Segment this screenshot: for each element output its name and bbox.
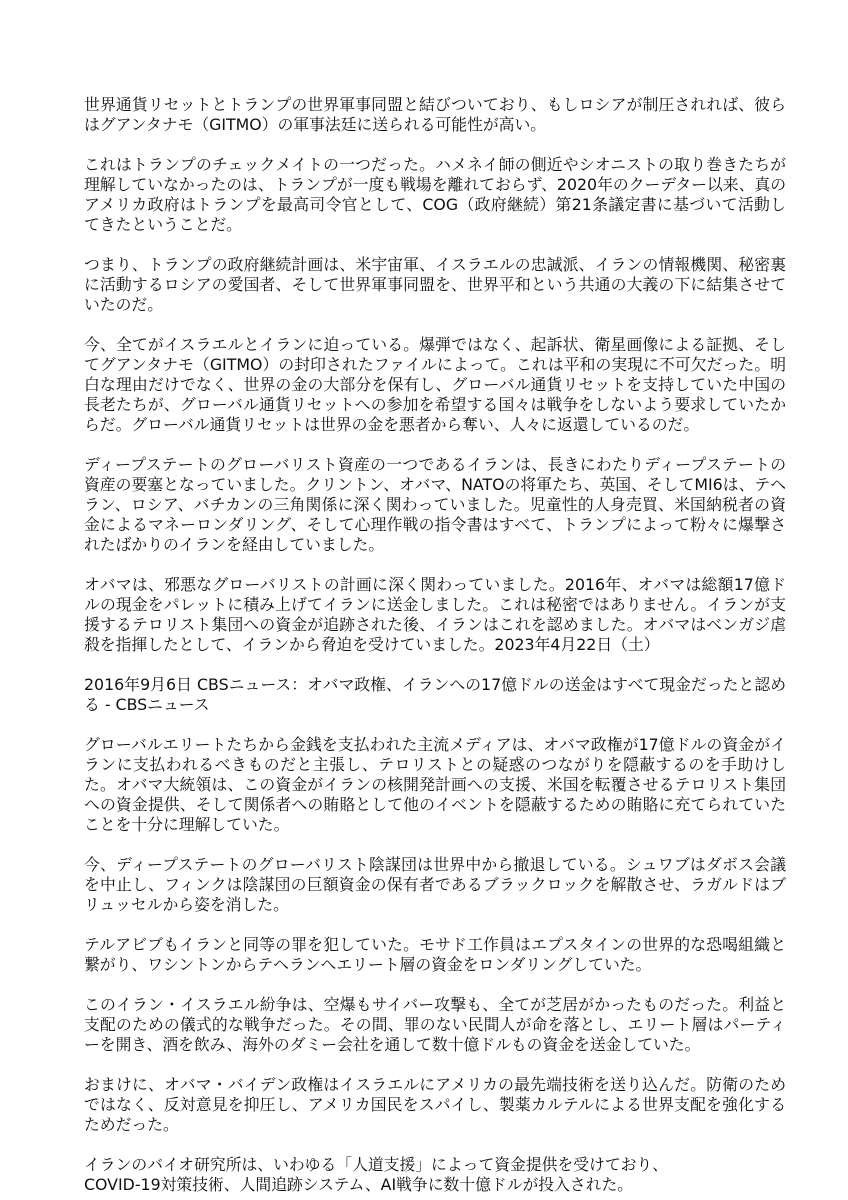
paragraph-9: 今、ディープステートのグローバリスト陰謀団は世界中から撤退している。シュワブはダボス会議を中止し、フィンクは陰謀団の巨額資金の保有者であるブラックロックを解散させ、ラガルドはブリュッセルから姿を消した。 [84, 855, 786, 914]
paragraph-8: グローバルエリートたちから金銭を支払われた主流メディアは、オバマ政権が17億ドルの資金がイランに支払われるべきものだと主張し、テロリストとの疑惑のつながりを隠蔽するのを手助けした。オバマ大統領は、この資金がイランの核開発計画への支援、米国を転覆させるテロリスト集団への資金提供、そして関係者への賄賂として他のイベントを隠蔽するための賄賂に充てられていたことを十分に理解していた。 [84, 735, 786, 834]
paragraph-3: つまり、トランプの政府継続計画は、米宇宙軍、イスラエルの忠誠派、イランの情報機関、秘密裏に活動するロシアの愛国者、そして世界軍事同盟を、世界平和という共通の大義の下に結集させていたのだ。 [84, 255, 786, 314]
paragraph-10: テルアビブもイランと同等の罪を犯していた。モサド工作員はエプスタインの世界的な恐喝組織と繋がり、ワシントンからテヘランへエリート層の資金をロンダリングしていた。 [84, 935, 786, 974]
paragraph-7-cbs-citation: 2016年9月6日 CBSニュース：オバマ政権、イランへの17億ドルの送金はすべて現金だったと認める - CBSニュース [84, 675, 786, 714]
paragraph-6: オバマは、邪悪なグローバリストの計画に深く関わっていました。2016年、オバマは総額17億ドルの現金をパレットに積み上げてイランに送金しました。これは秘密ではありません。イランが支援するテロリスト集団への資金が追跡された後、イランはこれを認めました。オバマはベンガジ虐殺を指揮したとして、イランから脅迫を受けていました。2023年4月22日（土） [84, 575, 786, 654]
paragraph-11: このイラン・イスラエル紛争は、空爆もサイバー攻撃も、全てが芝居がかったものだった。利益と支配のための儀式的な戦争だった。その間、罪のない民間人が命を落とし、エリート層はパーティーを開き、酒を飲み、海外のダミー会社を通して数十億ドルもの資金を送金していた。 [84, 995, 786, 1054]
paragraph-12: おまけに、オバマ・バイデン政権はイスラエルにアメリカの最先端技術を送り込んだ。防衛のためではなく、反対意見を抑圧し、アメリカ国民をスパイし、製薬カルテルによる世界支配を強化するためだった。 [84, 1075, 786, 1134]
paragraph-4: 今、全てがイスラエルとイランに迫っている。爆弾ではなく、起訴状、衛星画像による証拠、そしてグアンタナモ（GITMO）の封印されたファイルによって。これは平和の実現に不可欠だった。明白な理由だけでなく、世界の金の大部分を保有し、グローバル通貨リセットを支持していた中国の長老たちが、グローバル通貨リセットへの参加を希望する国々は戦争をしないよう要求していたからだ。グローバル通貨リセットは世界の金を悪者から奪い、人々に返還しているのだ。 [84, 335, 786, 434]
paragraph-1: 世界通貨リセットとトランプの世界軍事同盟と結びついており、もしロシアが制圧されれば、彼らはグアンタナモ（GITMO）の軍事法廷に送られる可能性が高い。 [84, 95, 786, 134]
paragraph-13: イランのバイオ研究所は、いわゆる「人道支援」によって資金提供を受けており、 COVID-19対策技術、人間追跡システム、AI戦争に数十億ドルが投入された。 [84, 1155, 669, 1194]
paragraph-2: これはトランプのチェックメイトの一つだった。ハメネイ師の側近やシオニストの取り巻きたちが理解していなかったのは、トランプが一度も戦場を離れておらず、2020年のクーデター以来、真のアメリカ政府はトランプを最高司令官として、COG（政府継続）第21条議定書に基づいて活動してきたということだ。 [84, 155, 786, 234]
paragraph-5: ディープステートのグローバリスト資産の一つであるイランは、長きにわたりディープステートの資産の要塞となっていました。クリントン、オバマ、NATOの将軍たち、英国、そしてMI6は、テヘラン、ロシア、バチカンの三角関係に深く関わっていました。児童性的人身売買、米国納税者の資金によるマネーロンダリング、そして心理作戦の指令書はすべて、トランプによって粉々に爆撃されたばかりのイランを経由していました。 [84, 455, 786, 554]
